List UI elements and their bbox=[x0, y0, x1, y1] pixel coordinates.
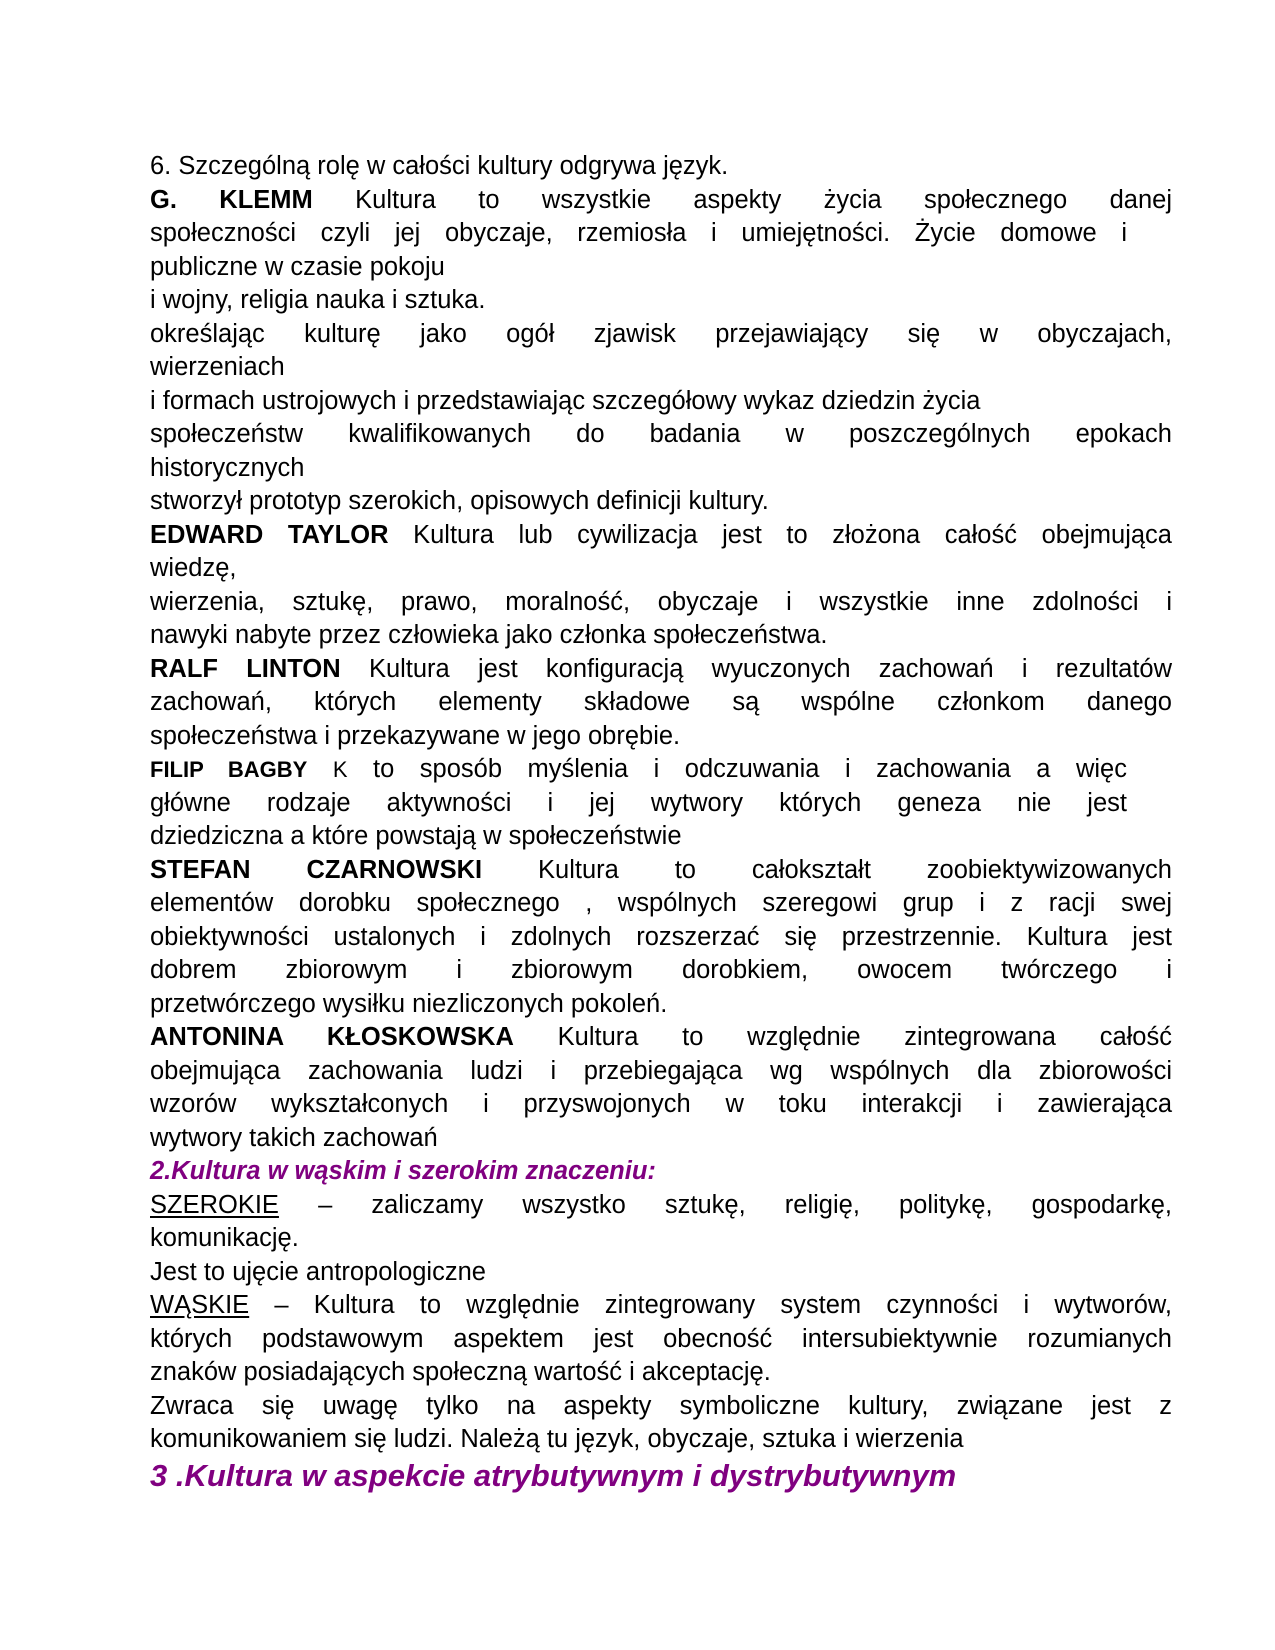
text-line: STEFAN CZARNOWSKI Kultura to całokształt zoobiektywizowanych bbox=[150, 855, 1172, 884]
text-line: G. KLEMM Kultura to wszystkie aspekty życia społecznego danej bbox=[150, 185, 1172, 214]
text-line: wiedzę, bbox=[150, 554, 237, 582]
text-line: historycznych bbox=[150, 453, 305, 482]
text-line: RALF LINTON Kultura jest konfiguracją wyuczonych zachowań i rezultatów bbox=[150, 654, 1172, 683]
text-line: elementów dorobku społecznego , wspólnych szeregowi grup i z racji swej bbox=[150, 889, 1172, 917]
term-label: WĄSKIE bbox=[150, 1291, 250, 1319]
text-line: dziedziczna a które powstają w społeczeństwie bbox=[150, 822, 682, 850]
text-line: wzorów wykształconych i przyswojonych w toku interakcji i zawierająca bbox=[150, 1090, 1172, 1118]
text-line: główne rodzaje aktywności i jej wytwory których geneza nie jest bbox=[150, 788, 1127, 817]
author-name: EDWARD TAYLOR bbox=[150, 520, 389, 549]
text-line: Jest to ujęcie antropologiczne bbox=[150, 1257, 486, 1286]
text-line: społeczeństw kwalifikowanych do badania w poszczególnych epokach bbox=[150, 420, 1172, 448]
text-line: nawyki nabyte przez człowieka jako członka społeczeństwa. bbox=[150, 621, 828, 649]
author-name: ANTONINA KŁOSKOWSKA bbox=[150, 1023, 514, 1051]
text-line: obejmująca zachowania ludzi i przebiegająca wg wspólnych dla zbiorowości bbox=[150, 1056, 1172, 1085]
author-name: STEFAN CZARNOWSKI bbox=[150, 855, 483, 884]
text-line: znaków posiadających społeczną wartość i akceptację. bbox=[150, 1358, 771, 1386]
text-line: komunikowaniem się ludzi. Należą tu język, obyczaje, sztuka i wierzenia bbox=[150, 1425, 964, 1453]
text-line: WĄSKIE – Kultura to względnie zintegrowany system czynności i wytworów, bbox=[150, 1291, 1172, 1319]
section-heading: 2.Kultura w wąskim i szerokim znaczeniu: bbox=[150, 1157, 656, 1185]
text-line: FILIP BAGBY K to sposób myślenia i odczuwania i zachowania a więc bbox=[150, 755, 1127, 783]
text-line: EDWARD TAYLOR Kultura lub cywilizacja jest to złożona całość obejmująca bbox=[150, 520, 1172, 549]
text-line: przetwórczego wysiłku niezliczonych pokoleń. bbox=[150, 989, 668, 1018]
text-line: komunikację. bbox=[150, 1224, 299, 1252]
text-line: SZEROKIE – zaliczamy wszystko sztukę, religię, politykę, gospodarkę, bbox=[150, 1190, 1172, 1219]
author-name: FILIP BAGBY bbox=[150, 757, 308, 782]
document-body bbox=[150, 150, 1172, 1495]
text-line: 6. Szczególną rolę w całości kultury odgrywa język. bbox=[150, 152, 729, 180]
text-line: stworzył prototyp szerokich, opisowych definicji kultury. bbox=[150, 487, 769, 515]
text-line: wierzeniach bbox=[150, 353, 285, 381]
text-line: dobrem zbiorowym i zbiorowym dorobkiem, owocem twórczego i bbox=[150, 956, 1172, 984]
text-line: określając kulturę jako ogół zjawisk przejawiający się w obyczajach, bbox=[150, 319, 1172, 348]
text-line: zachowań, których elementy składowe są wspólne członkom danego bbox=[150, 688, 1172, 716]
section-heading: 3 .Kultura w aspekcie atrybutywnym i dystrybutywnym bbox=[150, 1457, 957, 1493]
text-line: obiektywności ustalonych i zdolnych rozszerzać się przestrzennie. Kultura jest bbox=[150, 922, 1172, 951]
text-line: społeczeństwa i przekazywane w jego obrębie. bbox=[150, 721, 681, 750]
text-line: ANTONINA KŁOSKOWSKA Kultura to względnie zintegrowana całość bbox=[150, 1023, 1172, 1051]
author-name: RALF LINTON bbox=[150, 654, 341, 683]
text-line: wytwory takich zachowań bbox=[150, 1123, 438, 1152]
text-line: których podstawowym aspektem jest obecność intersubiektywnie rozumianych bbox=[150, 1324, 1172, 1353]
text-line: i wojny, religia nauka i sztuka. bbox=[150, 286, 486, 314]
text-line: wierzenia, sztukę, prawo, moralność, obyczaje i wszystkie inne zdolności i bbox=[150, 587, 1172, 616]
text-line: społeczności czyli jej obyczaje, rzemiosła i umiejętności. Życie domowe i bbox=[150, 219, 1127, 247]
author-name: G. KLEMM bbox=[150, 185, 313, 214]
text-line: Zwraca się uwagę tylko na aspekty symboliczne kultury, związane jest z bbox=[150, 1391, 1172, 1420]
term-label: SZEROKIE bbox=[150, 1190, 279, 1219]
text-line: i formach ustrojowych i przedstawiając szczegółowy wykaz dziedzin życia bbox=[150, 386, 981, 415]
text-line: publiczne w czasie pokoju bbox=[150, 252, 445, 281]
